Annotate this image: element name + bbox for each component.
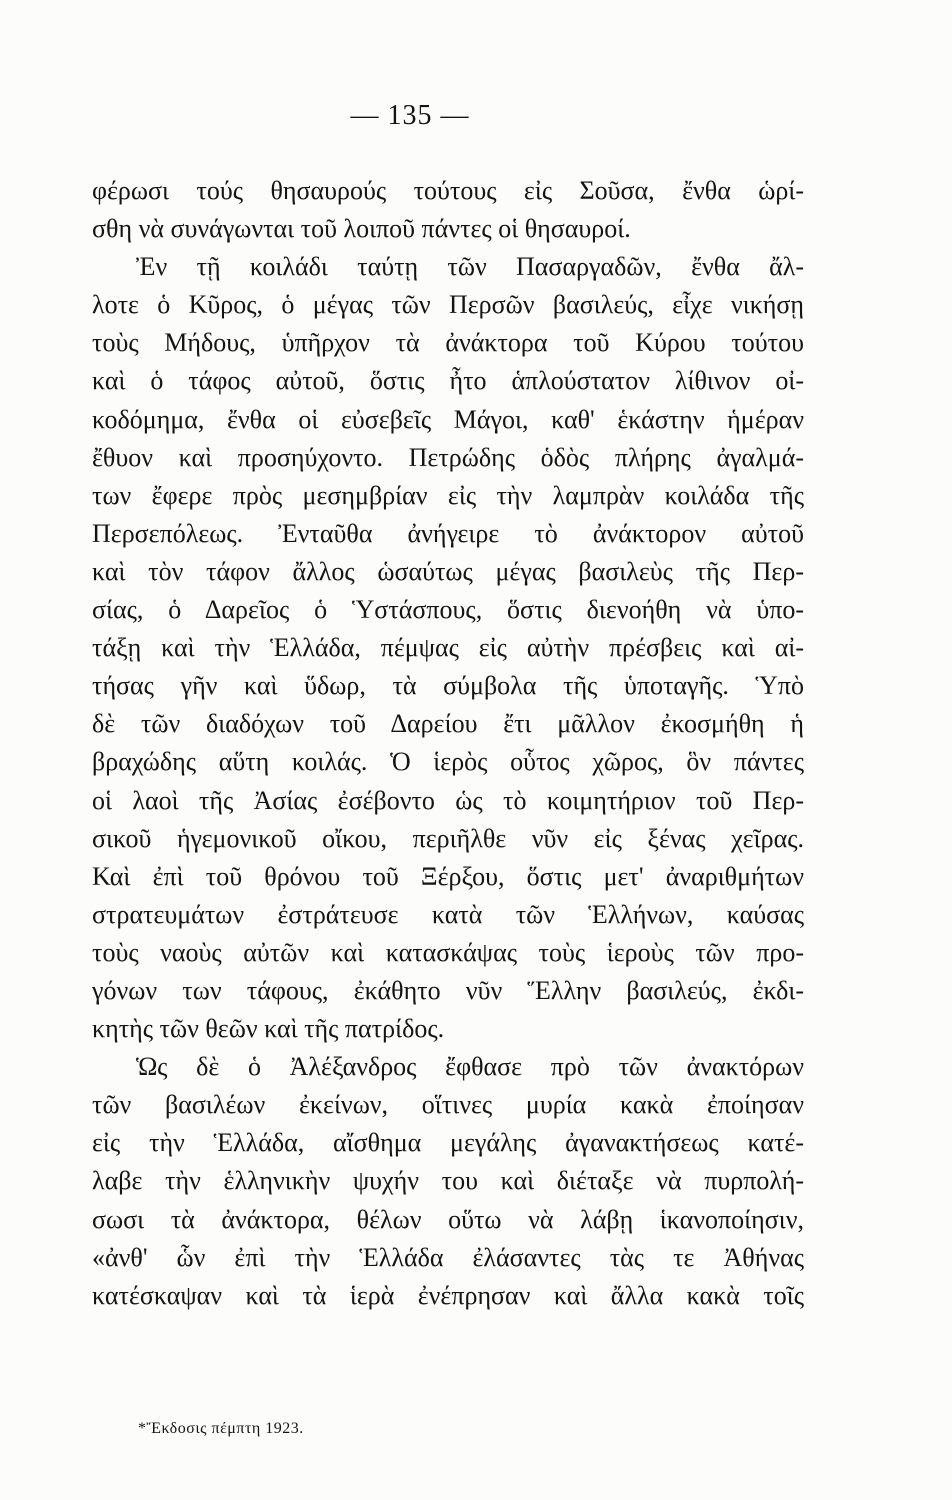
text-line-29: «ἀνθ' ὧν ἐπὶ τὴν Ἑλλάδα ἐλάσαντες τὰς τε Ἀθήνας — [92, 1242, 804, 1272]
text-line-2: σθη νὰ συνάγωνται τοῦ λοιποῦ πάντες οἱ θησαυροί. — [92, 214, 631, 244]
text-line-16: βραχώδης αὕτη κοιλάς. Ὁ ἱερὸς οὗτος χῶρος, ὃν πάντες — [92, 747, 804, 777]
page-number: — 135 — — [350, 100, 470, 131]
text-line-22: γόνων των τάφους, ἐκάθητο νῦν Ἕλλην βασιλεύς, ἐκδι- — [92, 975, 804, 1005]
text-line-15: δὲ τῶν διαδόχων τοῦ Δαρείου ἔτι μᾶλλον ἐκοσμήθη ἡ — [92, 709, 804, 739]
text-line-14: τήσας γῆν καὶ ὕδωρ, τὰ σύμβολα τῆς ὑποταγῆς. Ὑπὸ — [92, 671, 804, 701]
text-line-1: φέρωσι τούς θησαυρούς τούτους εἰς Σοῦσα, ἔνθα ὡρί- — [92, 176, 804, 205]
text-line-11: καὶ τὸν τάφον ἄλλος ὡσαύτως μέγας βασιλεὺς τῆς Περ- — [92, 556, 804, 586]
text-line-26: εἰς τὴν Ἑλλάδα, αἴσθημα μεγάλης ἀγανακτήσεως κατέ- — [92, 1128, 804, 1158]
text-line-4: λοτε ὁ Κῦρος, ὁ μέγας τῶν Περσῶν βασιλεύς, εἶχε νικήσῃ — [92, 290, 804, 320]
text-line-18: σικοῦ ἡγεμονικοῦ οἴκου, περιῆλθε νῦν εἰς ξένας χεῖρας. — [92, 823, 804, 853]
text-line-20: στρατευμάτων ἐστράτευσε κατὰ τῶν Ἑλλήνων, καύσας — [92, 899, 804, 929]
text-line-8: ἔθυον καὶ προσηύχοντο. Πετρώδης ὁδὸς πλήρης ἀγαλμά- — [92, 442, 804, 472]
text-line-9: των ἔφερε πρὸς μεσημβρίαν εἰς τὴν λαμπρὰν κοιλάδα τῆς — [92, 480, 804, 510]
text-line-27: λαβε τὴν ἑλληνικὴν ψυχήν του καὶ διέταξε νὰ πυρπολή- — [92, 1166, 804, 1196]
text-line-13: τάξῃ καὶ τὴν Ἑλλάδα, πέμψας εἰς αὐτὴν πρέσβεις καὶ αἰ- — [92, 633, 804, 663]
text-line-25: τῶν βασιλέων ἐκείνων, οἵτινες μυρία κακὰ ἐποίησαν — [92, 1090, 804, 1120]
text-line-12: σίας, ὁ Δαρεῖος ὁ Ὑστάσπους, ὅστις διενοήθη νὰ ὑπο- — [92, 595, 804, 625]
text-line-24: Ὡς δὲ ὁ Ἀλέξανδρος ἔφθασε πρὸ τῶν ἀνακτόρων — [136, 1052, 804, 1082]
text-line-3: Ἐν τῇ κοιλάδι ταύτῃ τῶν Πασαργαδῶν, ἔνθα ἄλ- — [136, 252, 804, 282]
text-line-10: Περσεπόλεως. Ἐνταῦθα ἀνήγειρε τὸ ἀνάκτορον αὐτοῦ — [92, 518, 804, 548]
text-line-17: οἱ λαοὶ τῆς Ἀσίας ἐσέβοντο ὡς τὸ κοιμητήριον τοῦ Περ- — [92, 785, 804, 815]
text-line-5: τοὺς Μήδους, ὑπῆρχον τὰ ἀνάκτορα τοῦ Κύρου τούτου — [92, 328, 804, 358]
text-line-30: κατέσκαψαν καὶ τὰ ἱερὰ ἐνέπρησαν καὶ ἄλλα κακὰ τοῖς — [92, 1280, 804, 1310]
body-text — [92, 172, 804, 1315]
text-line-23: κητὴς τῶν θεῶν καὶ τῆς πατρίδος. — [92, 1014, 445, 1044]
text-line-19: Καὶ ἐπὶ τοῦ θρόνου τοῦ Ξέρξου, ὅστις μετ' ἀναριθμήτων — [92, 861, 804, 891]
text-line-21: τοὺς ναοὺς αὐτῶν καὶ κατασκάψας τοὺς ἱεροὺς τῶν προ- — [92, 937, 804, 967]
text-line-7: κοδόμημα, ἔνθα οἱ εὐσεβεῖς Μάγοι, καθ' ἑκάστην ἡμέραν — [92, 404, 804, 434]
footnote: *Ἔκδοσις πέμπτη 1923. — [138, 1420, 304, 1437]
text-line-6: καὶ ὁ τάφος αὐτοῦ, ὅστις ἦτο ἁπλούστατον λίθινον οἰ- — [92, 366, 804, 396]
text-line-28: σωσι τὰ ἀνάκτορα, θέλων οὕτω νὰ λάβῃ ἱκανοποίησιν, — [92, 1204, 804, 1234]
